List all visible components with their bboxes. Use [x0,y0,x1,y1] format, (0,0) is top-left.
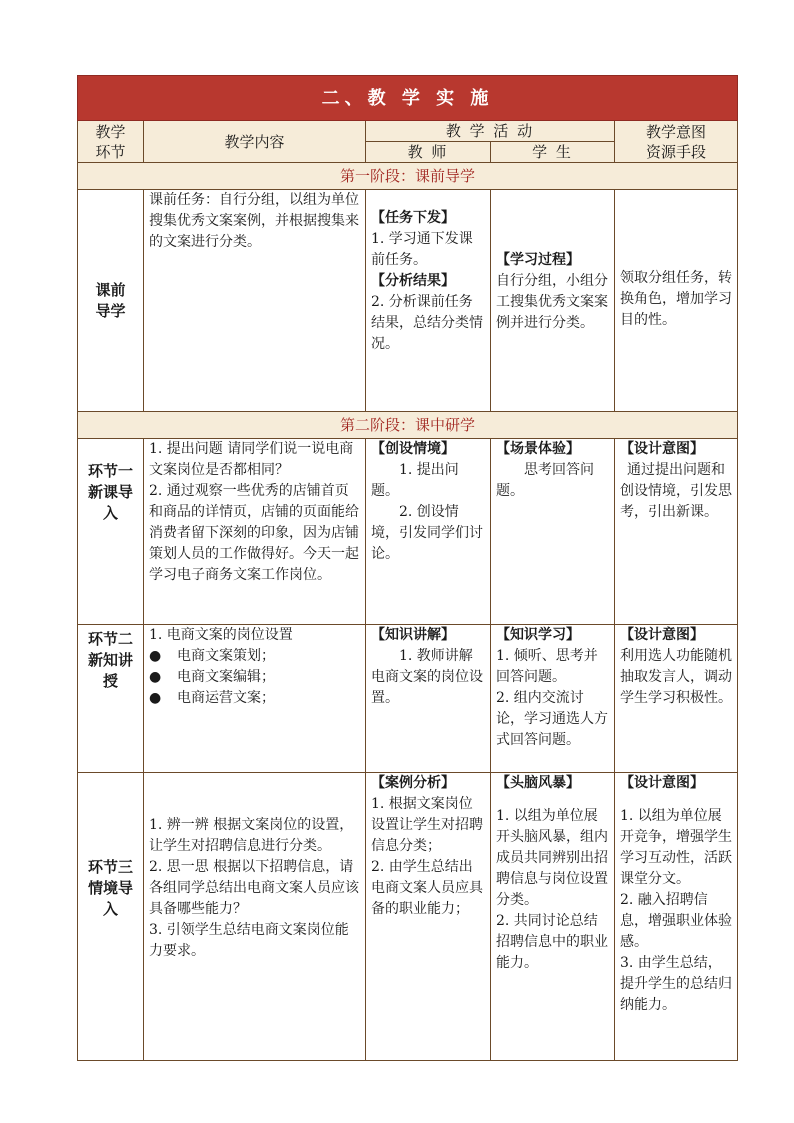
seg-2 [78,625,144,773]
teacher-heading: 【任务下发】 [371,210,455,226]
seg-line: 环节三 [87,858,133,876]
teacher-heading: 【知识讲解】 [371,627,455,643]
student-heading: 【场景体验】 [496,441,580,457]
stage-row-mid [78,412,738,439]
student-heading: 【知识学习】 [496,627,580,643]
content-text: 1. 提出问题 请同学们说一说电商文案岗位是否都相同？ [149,441,354,478]
header-row-1 [78,121,738,142]
teaching-plan-sheet [77,75,737,1061]
seg-pre [78,190,144,412]
student-text: 1. 倾听、思考并回答问题。 [496,648,598,685]
intent-heading: 【设计意图】 [620,775,704,791]
seg-line: 课前 [95,280,126,299]
student-text: 思考回答问题。 [496,462,594,499]
student-text: 2. 组内交流讨论，学习通选人方式回答问题。 [496,690,608,748]
seg-1 [78,439,144,625]
header-stage [78,121,144,163]
content-3 [144,773,366,1061]
student-text: 1. 以组为单位展开头脑风暴，组内成员共同辨别出招聘信息与岗位设置分类。 [496,808,608,908]
banner-row [78,76,738,121]
teacher-text: 1. 提出问题。 [371,462,459,499]
teacher-heading: 【分析结果】 [371,273,455,289]
intent-text: 通过提出问题和创设情境，引发思考，引出新课。 [620,462,732,520]
stage-pre-label: 第一阶段：课前导学 [78,163,738,190]
student-3 [491,773,615,1061]
seg-line: 导学 [95,301,126,320]
intent-text: 利用选人功能随机抽取发言人，调动学生学习积极性。 [620,648,732,706]
content-text: 课前任务：自行分组，以组为单位搜集优秀文案案例，并根据搜集来的文案进行分类。 [149,192,359,250]
teacher-text: 1. 教师讲解电商文案的岗位设置。 [371,648,483,706]
intent-2 [615,625,738,773]
student-2 [491,625,615,773]
teacher-1 [366,439,491,625]
teacher-text: 2. 分析课前任务结果，总结分类情况。 [371,294,483,352]
header-activity: 教 学 活 动 [366,121,615,142]
teacher-text: 1. 学习通下发课前任务。 [371,231,473,268]
intent-text: 2. 融入招聘信息，增强职业体验感。 [620,892,732,950]
teacher-heading: 【案例分析】 [371,775,455,791]
teacher-heading: 【创设情境】 [371,441,455,457]
student-heading: 【学习过程】 [496,252,580,268]
intent-text: 3. 由学生总结，提升学生的总结归纳能力。 [620,955,732,1013]
header-stage-line: 环节 [95,142,126,161]
stage-mid-label: 第二阶段：课中研学 [78,412,738,439]
bullet-icon: ● [149,669,162,685]
teacher-3 [366,773,491,1061]
intent-1 [615,439,738,625]
section-title: 二、教 学 实 施 [78,76,738,121]
student-1 [491,439,615,625]
header-student: 学 生 [491,142,615,163]
content-pre [144,190,366,412]
bullet-item [149,667,360,688]
bullet-text: 电商文案策划； [177,648,275,664]
intent-pre [615,190,738,412]
intent-3 [615,773,738,1061]
intent-heading: 【设计意图】 [620,441,704,457]
bullet-icon: ● [149,648,162,664]
intent-text: 1. 以组为单位展开竞争，增强学生学习互动性，活跃课堂分文。 [620,808,732,887]
teacher-text: 2. 创设情境，引发同学们讨论。 [371,504,483,562]
row-section-2 [78,625,738,773]
content-text: 2. 通过观察一些优秀的店铺首页和商品的详情页，店铺的页面能给消费者留下深刻的印象，因为店铺策划人员的工作做得好。今天一起学习电子商务文案工作岗位。 [149,483,359,583]
student-text: 自行分组，小组分工搜集优秀文案案例并进行分类。 [496,273,608,331]
bullet-item [149,688,360,709]
seg-line: 入 [102,504,118,522]
student-heading: 【头脑风暴】 [496,775,580,791]
content-text: 2. 思一思 根据以下招聘信息，请各组同学总结出电商文案人员应该具备哪些能力？ [149,859,359,917]
seg-line: 环节二 [87,630,133,648]
header-intent [615,121,738,163]
bullet-text: 电商文案编辑； [177,669,275,685]
teacher-text: 2. 由学生总结出电商文案人员应具备的职业能力； [371,859,483,917]
header-intent-line: 资源手段 [645,142,706,161]
content-text: 3. 引领学生总结电商文案岗位能力要求。 [149,922,349,959]
content-2 [144,625,366,773]
seg-3 [78,773,144,1061]
seg-line: 新课导 [87,483,133,501]
seg-line: 授 [102,672,118,690]
intent-text: 领取分组任务，转换角色，增加学习目的性。 [620,270,732,328]
student-pre [491,190,615,412]
stage-row-pre [78,163,738,190]
content-1 [144,439,366,625]
row-section-3 [78,773,738,1061]
header-teacher: 教 师 [366,142,491,163]
teacher-pre [366,190,491,412]
intent-heading: 【设计意图】 [620,627,704,643]
header-intent-line: 教学意图 [645,122,706,141]
bullet-item [149,646,360,667]
teacher-text: 1. 根据文案岗位设置让学生对招聘信息分类； [371,796,483,854]
seg-line: 情境导 [87,879,133,897]
header-stage-line: 教学 [95,122,126,141]
teaching-implementation-table [77,75,738,1061]
header-content: 教学内容 [144,121,366,163]
bullet-icon: ● [149,690,162,706]
row-pre-study [78,190,738,412]
row-section-1 [78,439,738,625]
content-text: 1. 电商文案的岗位设置 [149,627,293,643]
student-text: 2. 共同讨论总结招聘信息中的职业能力。 [496,913,608,971]
seg-line: 新知讲 [87,651,133,669]
bullet-text: 电商运营文案； [177,690,275,706]
seg-line: 入 [102,900,118,918]
seg-line: 环节一 [87,462,133,480]
teacher-2 [366,625,491,773]
content-text: 1. 辨一辨 根据文案岗位的设置，让学生对招聘信息进行分类。 [149,817,354,854]
